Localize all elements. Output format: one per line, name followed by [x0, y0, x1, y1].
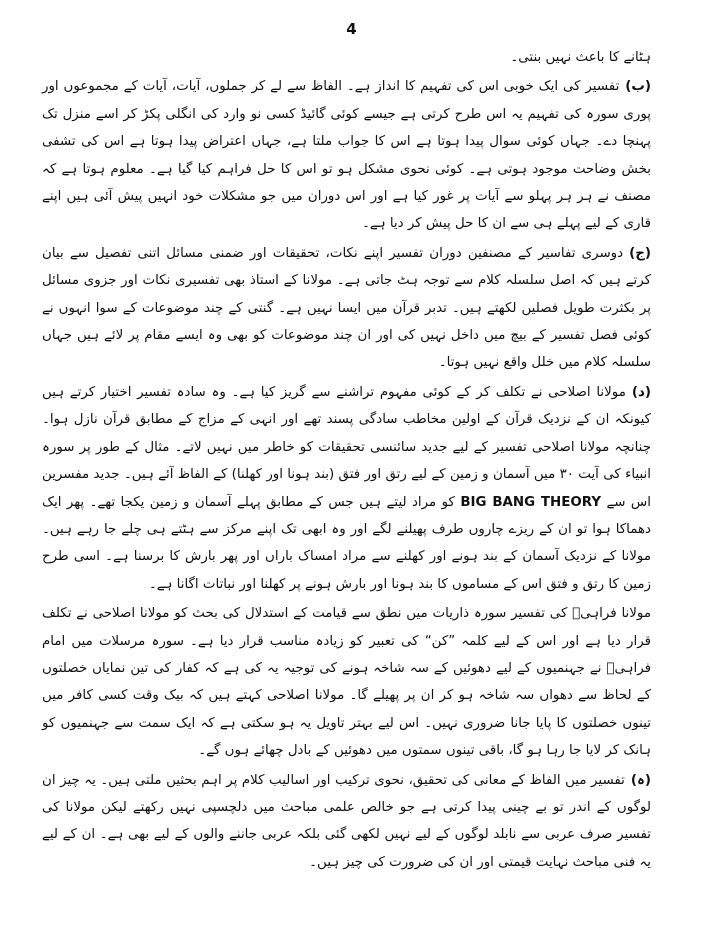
latin-term: BIG BANG THEORY — [460, 494, 602, 510]
page-number: 4 — [346, 20, 357, 38]
paragraph-text: مولانا فراہیؒ کی تفسیر سورہ ذاریات میں نطق سے قیامت کے استدلال کی بحث کو مولانا اصلاحی نے تکلف قرار دیا ہے اور اس کے لیے کلمہ ”کن“ کی تعبیر کو زیادہ مناسب قرار دیا ہے۔ سورہ مرسلات میں امام فراہیؒ نے جہنمیوں کے لیے دھوئیں کے سہ شاخہ ہونے کی توجیہ یہ کی ہے کہ کفار کی تین نمایاں خصلتوں کے لحاظ سے دھواں سہ شاخہ ہو کر ان پر پھیلے گا۔ مولانا اصلاحی کہتے ہیں کہ بیک وقت کسی کافر میں تینوں خصلتوں کا پایا جانا ضروری نہیں۔ اس لیے بہتر تاویل یہ ہو سکتی ہے کہ ایک سمت سے جہنمیوں کو ہانک کر لایا جا رہا ہو گا، باقی تینوں سمتوں میں دھوئیں کے بادل چھائے ہوں گے۔ — [42, 606, 651, 759]
paragraph-text: تفسیر میں الفاظ کے معانی کی تحقیق، نحوی ترکیب اور اسالیب کلام پر اہم بحثیں ملتی ہیں۔ یہ چیز ان لوگوں کے اندر تو بے چینی پیدا کرتی ہے جو خالص علمی مباحث میں دلچسپی نہیں رکھتے لیکن مولانا کی تفسیر صرف عربی سے نابلد لوگوں کے لیے نہیں لکھی گئی بلکہ عربی جاننے والوں کے لیے بھی ہے۔ ان کے لیے یہ فنی مباحث نہایت قیمتی اور ان کی ضرورت کی چیز ہیں۔ — [42, 772, 651, 870]
paragraph-b — [42, 73, 651, 237]
paragraph-text: کو مراد لیتے ہیں جس کے مطابق پہلے آسمان و زمین یکجا تھے۔ پھر ایک دھماکا ہوا تو ان کے ریزے چاروں طرف پھیلنے لگے اور وہ ابھی تک اپنے مرکز سے ہٹتے ہی چلے جا رہے ہیں۔ مولانا کے نزدیک آسمان کے بند ہونے اور کھلنے سے مراد امساک باراں اور پھر بارش کا برسنا ہے۔ اسی طرح زمین کا رتق و فتق اس کے مساموں کا بند ہونا اور بارش ہونے پر کھلنا اور نباتات اگانا ہے۔ — [42, 494, 651, 592]
paragraph-marker: (ج) — [629, 245, 651, 261]
paragraph-marker: (ب) — [625, 79, 651, 95]
paragraph-text: مولانا اصلاحی نے تکلف کر کے کوئی مفہوم تراشنے سے گریز کیا ہے۔ وہ سادہ تفسیر اختیار کرتے ہیں کیونکہ ان کے نزدیک قرآن کے اولین مخاطب سادگی پسند تھے اور انہی کے مزاج کے مطابق قرآن نازل ہوا۔ چنانچہ مولانا اصلاحی تفسیر کے لیے جدید سائنسی تحقیقات کو خاطر میں نہیں لاتے۔ مثال کے طور پر سورہ انبیاء کی آیت ۳۰ میں آسمان و زمین کے لیے رتق اور فتق (بند ہونا اور کھلنا) کے الفاظ آئے ہیں۔ جدید مفسرین اس سے — [42, 384, 651, 510]
paragraph-j — [42, 240, 651, 377]
paragraph-marker: (ہ) — [630, 772, 651, 788]
paragraph-d — [42, 379, 651, 598]
paragraph-marker: (د) — [631, 384, 651, 400]
paragraph-text: دوسری تفاسیر کے مصنفین دوران تفسیر اپنے نکات، تحقیقات اور ضمنی مسائل اتنی تفصیل سے بیان کرتے ہیں کہ اصل سلسلہ کلام سے توجہ ہٹ جاتی ہے۔ مولانا کے استاذ بھی تفسیری نکات اور جزوی مسائل پر بکثرت طویل فصلیں لکھتے ہیں۔ تدبر قرآن میں ایسا نہیں ہے۔ گنتی کے چند موضوعات کے سوا انہوں نے کوئی فصل تفسیر کے بیچ میں داخل نہیں کی اور ان چند موضوعات کو بھی وہ ایسے مقام پر لائے ہیں جہاں سلسلہ کلام میں خلل واقع نہیں ہوتا۔ — [42, 245, 651, 371]
paragraph-text: تفسیر کی ایک خوبی اس کی تفہیم کا انداز ہے۔ الفاظ سے لے کر جملوں، آیات، آیات کے مجموعوں اور پوری سورہ کی تفہیم یہ اس طرح کرتی ہے جیسے کوئی گائیڈ کسی نو وارد کی انگلی پکڑ کر اسے منزل تک پہنچا دے۔ جہاں کوئی سوال پیدا ہوتا ہے اس کا جواب ملتا ہے، جہاں اعتراض پیدا ہوتا ہے اس کی تشفی بخش وضاحت موجود ہوتی ہے۔ کوئی نحوی مشکل ہو تو اس کا حل فراہم کیا گیا ہے۔ معلوم ہوتا ہے کہ مصنف نے ہر ہر پہلو سے آیات پر غور کیا ہے اور اس دوران میں جو مشکلات خود انہیں پیش آئی ہیں اپنے قاری کے لیے پہلے ہی سے ان کا حل پیش کر دیا ہے۔ — [42, 79, 651, 232]
paragraph-continuation — [42, 44, 651, 71]
paragraph-farahi — [42, 600, 651, 764]
paragraph-h — [42, 767, 651, 877]
paragraph-text: ہٹانے کا باعث نہیں بنتی۔ — [510, 50, 651, 65]
body-text — [42, 44, 651, 876]
